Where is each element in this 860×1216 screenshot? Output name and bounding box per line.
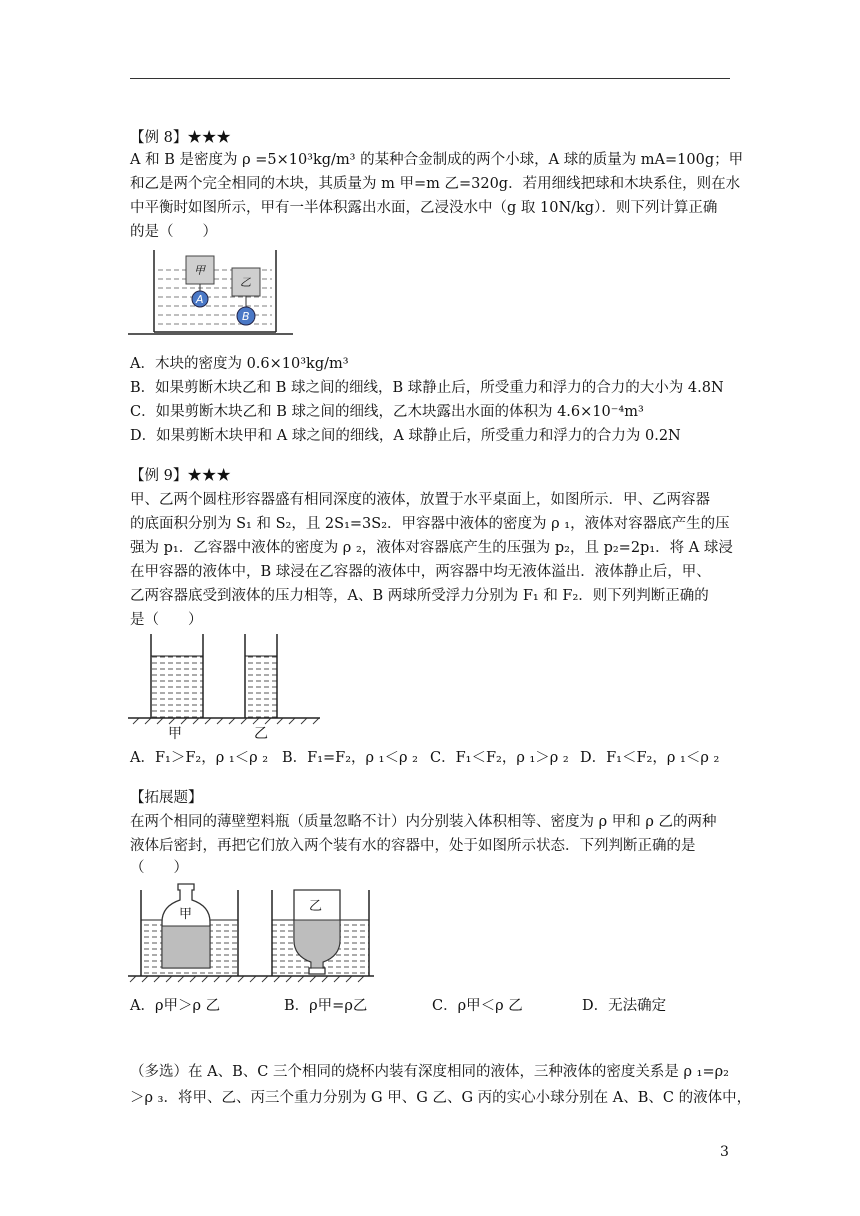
example9-label-yi: 乙 bbox=[254, 726, 268, 742]
multi-line-1: （多选）在 A、B、C 三个相同的烧杯内装有深度相同的液体，三种液体的密度关系是 ρ ₁=ρ₂ bbox=[130, 1064, 729, 1080]
multi-line-2: ＞ρ ₃．将甲、乙、丙三个重力分别为 G 甲、G 乙、G 丙的实心小球分别在 A、B、C 的液体中， bbox=[130, 1090, 752, 1106]
extension-line-2: 液体后密封，再把它们放入两个装有水的容器中，处于如图所示状态．下列判断正确的是 bbox=[130, 838, 696, 854]
extension-line-3: （ ） bbox=[130, 860, 188, 876]
page-number: 3 bbox=[720, 1144, 729, 1160]
example9-line-3: 强为 p₁．乙容器中液体的密度为 ρ ₂，液体对容器底产生的压强为 p₂，且 p₂=2p₁．将 A 球浸 bbox=[130, 540, 733, 556]
example8-option-b: B．如果剪断木块乙和 B 球之间的细线，B 球静止后，所受重力和浮力的合力的大小为 4.8N bbox=[130, 380, 724, 396]
example9-line-6: 是（ ） bbox=[130, 612, 203, 628]
example9-option-c: C．F₁＜F₂，ρ ₁＞ρ ₂ bbox=[430, 750, 569, 766]
extension-figure bbox=[128, 880, 378, 988]
example9-option-a: A．F₁＞F₂，ρ ₁＜ρ ₂ bbox=[130, 750, 269, 766]
header-rule bbox=[130, 78, 730, 79]
example8-label-yi: 乙 bbox=[240, 276, 251, 289]
example9-line-4: 在甲容器的液体中，B 球浸在乙容器的液体中，两容器中均无液体溢出．液体静止后，甲、 bbox=[130, 564, 711, 580]
extension-option-c: C．ρ甲＜ρ 乙 bbox=[432, 998, 523, 1014]
example8-label-B: B bbox=[242, 310, 250, 323]
example8-line-4: 的是（ ） bbox=[130, 224, 217, 240]
extension-option-b: B．ρ甲=ρ乙 bbox=[284, 998, 368, 1014]
example8-option-d: D．如果剪断木块甲和 A 球之间的细线，A 球静止后，所受重力和浮力的合力为 0.2N bbox=[130, 428, 681, 444]
extension-title: 【拓展题】 bbox=[130, 790, 203, 806]
example9-line-5: 乙两容器底受到液体的压力相等，A、B 两球所受浮力分别为 F₁ 和 F₂．则下列判断正确的 bbox=[130, 588, 709, 604]
example8-title: 【例 8】★★★ bbox=[130, 130, 231, 146]
extension-option-d: D．无法确定 bbox=[582, 998, 667, 1014]
extension-line-1: 在两个相同的薄壁塑料瓶（质量忽略不计）内分别装入体积相等、密度为 ρ 甲和 ρ 乙的两种 bbox=[130, 814, 717, 830]
extension-label-yi: 乙 bbox=[309, 899, 323, 914]
example9-label-jia: 甲 bbox=[168, 726, 182, 742]
example8-line-1: A 和 B 是密度为 ρ =5×10³kg/m³ 的某种合金制成的两个小球，A 球的质量为 mA=100g；甲 bbox=[130, 152, 744, 168]
example9-figure bbox=[128, 630, 323, 742]
extension-option-a: A．ρ甲＞ρ 乙 bbox=[130, 998, 221, 1014]
extension-label-jia: 甲 bbox=[179, 907, 193, 922]
example8-label-A: A bbox=[196, 293, 204, 306]
example9-option-d: D．F₁＜F₂，ρ ₁＜ρ ₂ bbox=[580, 750, 720, 766]
example8-option-c: C．如果剪断木块乙和 B 球之间的细线，乙木块露出水面的体积为 4.6×10⁻⁴m³ bbox=[130, 404, 644, 420]
example9-title: 【例 9】★★★ bbox=[130, 468, 231, 484]
example8-option-a: A．木块的密度为 0.6×10³kg/m³ bbox=[130, 356, 349, 372]
example8-figure bbox=[128, 246, 293, 346]
example8-line-2: 和乙是两个完全相同的木块，其质量为 m 甲=m 乙=320g．若用细线把球和木块系住，则在水 bbox=[130, 176, 741, 192]
example9-line-2: 的底面积分别为 S₁ 和 S₂，且 2S₁=3S₂．甲容器中液体的密度为 ρ ₁，液体对容器底产生的压 bbox=[130, 516, 730, 532]
example9-line-1: 甲、乙两个圆柱形容器盛有相同深度的液体，放置于水平桌面上，如图所示．甲、乙两容器 bbox=[130, 492, 710, 508]
example8-line-3: 中平衡时如图所示，甲有一半体积露出水面，乙浸没水中（g 取 10N/kg）．则下列计算正确 bbox=[130, 200, 718, 216]
example9-option-b: B．F₁=F₂，ρ ₁＜ρ ₂ bbox=[282, 750, 418, 766]
example8-label-jia: 甲 bbox=[194, 264, 205, 277]
